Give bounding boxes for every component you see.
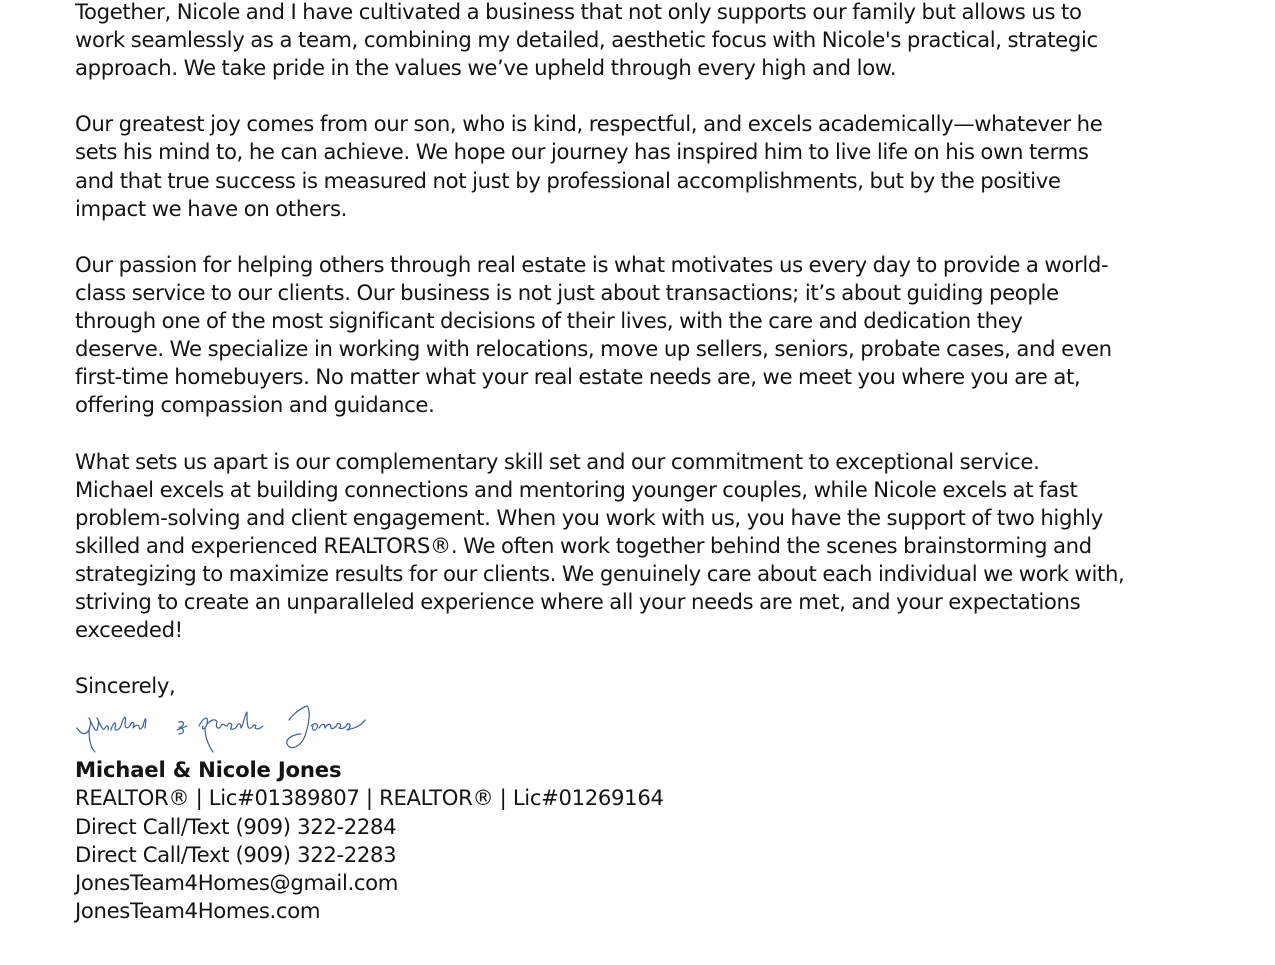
- text-line: Our passion for helping others through real estate is what motivates us every day to provide a world-: [75, 251, 1109, 277]
- phone-number-1[interactable]: Direct Call/Text (909) 322-2284: [75, 813, 397, 839]
- license-info: REALTOR® | Lic#01389807 | REALTOR® | Lic#01269164: [75, 785, 664, 811]
- signature-stroke: [311, 720, 365, 730]
- text-line: sets his mind to, he can achieve. We hope our journey has inspired him to live life on his own terms: [75, 139, 1089, 165]
- signature-block: [75, 756, 1205, 925]
- paragraph-family-business: [75, 0, 1205, 82]
- text-line: skilled and experienced REALTORS®. We often work together behind the scenes brainstorming and: [75, 532, 1092, 558]
- text-line: striving to create an unparalleled experience where all your needs are met, and your expectations: [75, 588, 1081, 614]
- text-line: Michael excels at building connections and mentoring younger couples, while Nicole excels at fast: [75, 476, 1078, 502]
- paragraph-what-sets-us-apart: [75, 448, 1205, 645]
- signature-stroke: [89, 730, 95, 752]
- text-line: work seamlessly as a team, combining my detailed, aesthetic focus with Nicole's practical, strategic: [75, 27, 1098, 53]
- paragraph-passion: [75, 251, 1205, 420]
- text-line: approach. We take pride in the values we’ve upheld through every high and low.: [75, 55, 897, 81]
- paragraph-son: [75, 110, 1205, 222]
- text-line: Our greatest joy comes from our son, who is kind, respectful, and excels academically—whatever he: [75, 111, 1103, 137]
- text-line: Together, Nicole and I have cultivated a business that not only supports our family but allows us to: [75, 0, 1082, 24]
- text-line: offering compassion and guidance.: [75, 392, 435, 418]
- text-line: deserve. We specialize in working with relocations, move up sellers, seniors, probate cases, and even: [75, 336, 1112, 362]
- signature-stroke: [287, 706, 309, 748]
- website-url[interactable]: JonesTeam4Homes.com: [75, 897, 321, 923]
- text-line: impact we have on others.: [75, 195, 348, 221]
- text-line: exceeded!: [75, 617, 183, 643]
- text-line: and that true success is measured not just by professional accomplishments, but by the positive: [75, 167, 1061, 193]
- text-line: first-time homebuyers. No matter what your real estate needs are, we meet you where you are at,: [75, 364, 1081, 390]
- signature-stroke: [199, 712, 263, 729]
- text-line: strategizing to maximize results for our clients. We genuinely care about each individual we work with,: [75, 560, 1125, 586]
- signature-stroke: [177, 722, 187, 734]
- closing-salutation: Sincerely,: [75, 673, 176, 699]
- signature-stroke: [205, 728, 213, 752]
- handwritten-signature: [75, 704, 375, 760]
- text-line: What sets us apart is our complementary skill set and our commitment to exceptional service.: [75, 448, 1040, 474]
- text-line: through one of the most significant decisions of their lives, with the care and dedication they: [75, 308, 1023, 334]
- text-line: class service to our clients. Our business is not just about transactions; it’s about guiding people: [75, 279, 1059, 305]
- phone-number-2[interactable]: Direct Call/Text (909) 322-2283: [75, 841, 397, 867]
- signature-stroke: [77, 718, 146, 734]
- text-line: problem-solving and client engagement. When you work with us, you have the support of two highly: [75, 504, 1103, 530]
- signer-names: Michael & Nicole Jones: [75, 757, 342, 783]
- letter-page: [75, 0, 1205, 925]
- email-address[interactable]: JonesTeam4Homes@gmail.com: [75, 869, 399, 895]
